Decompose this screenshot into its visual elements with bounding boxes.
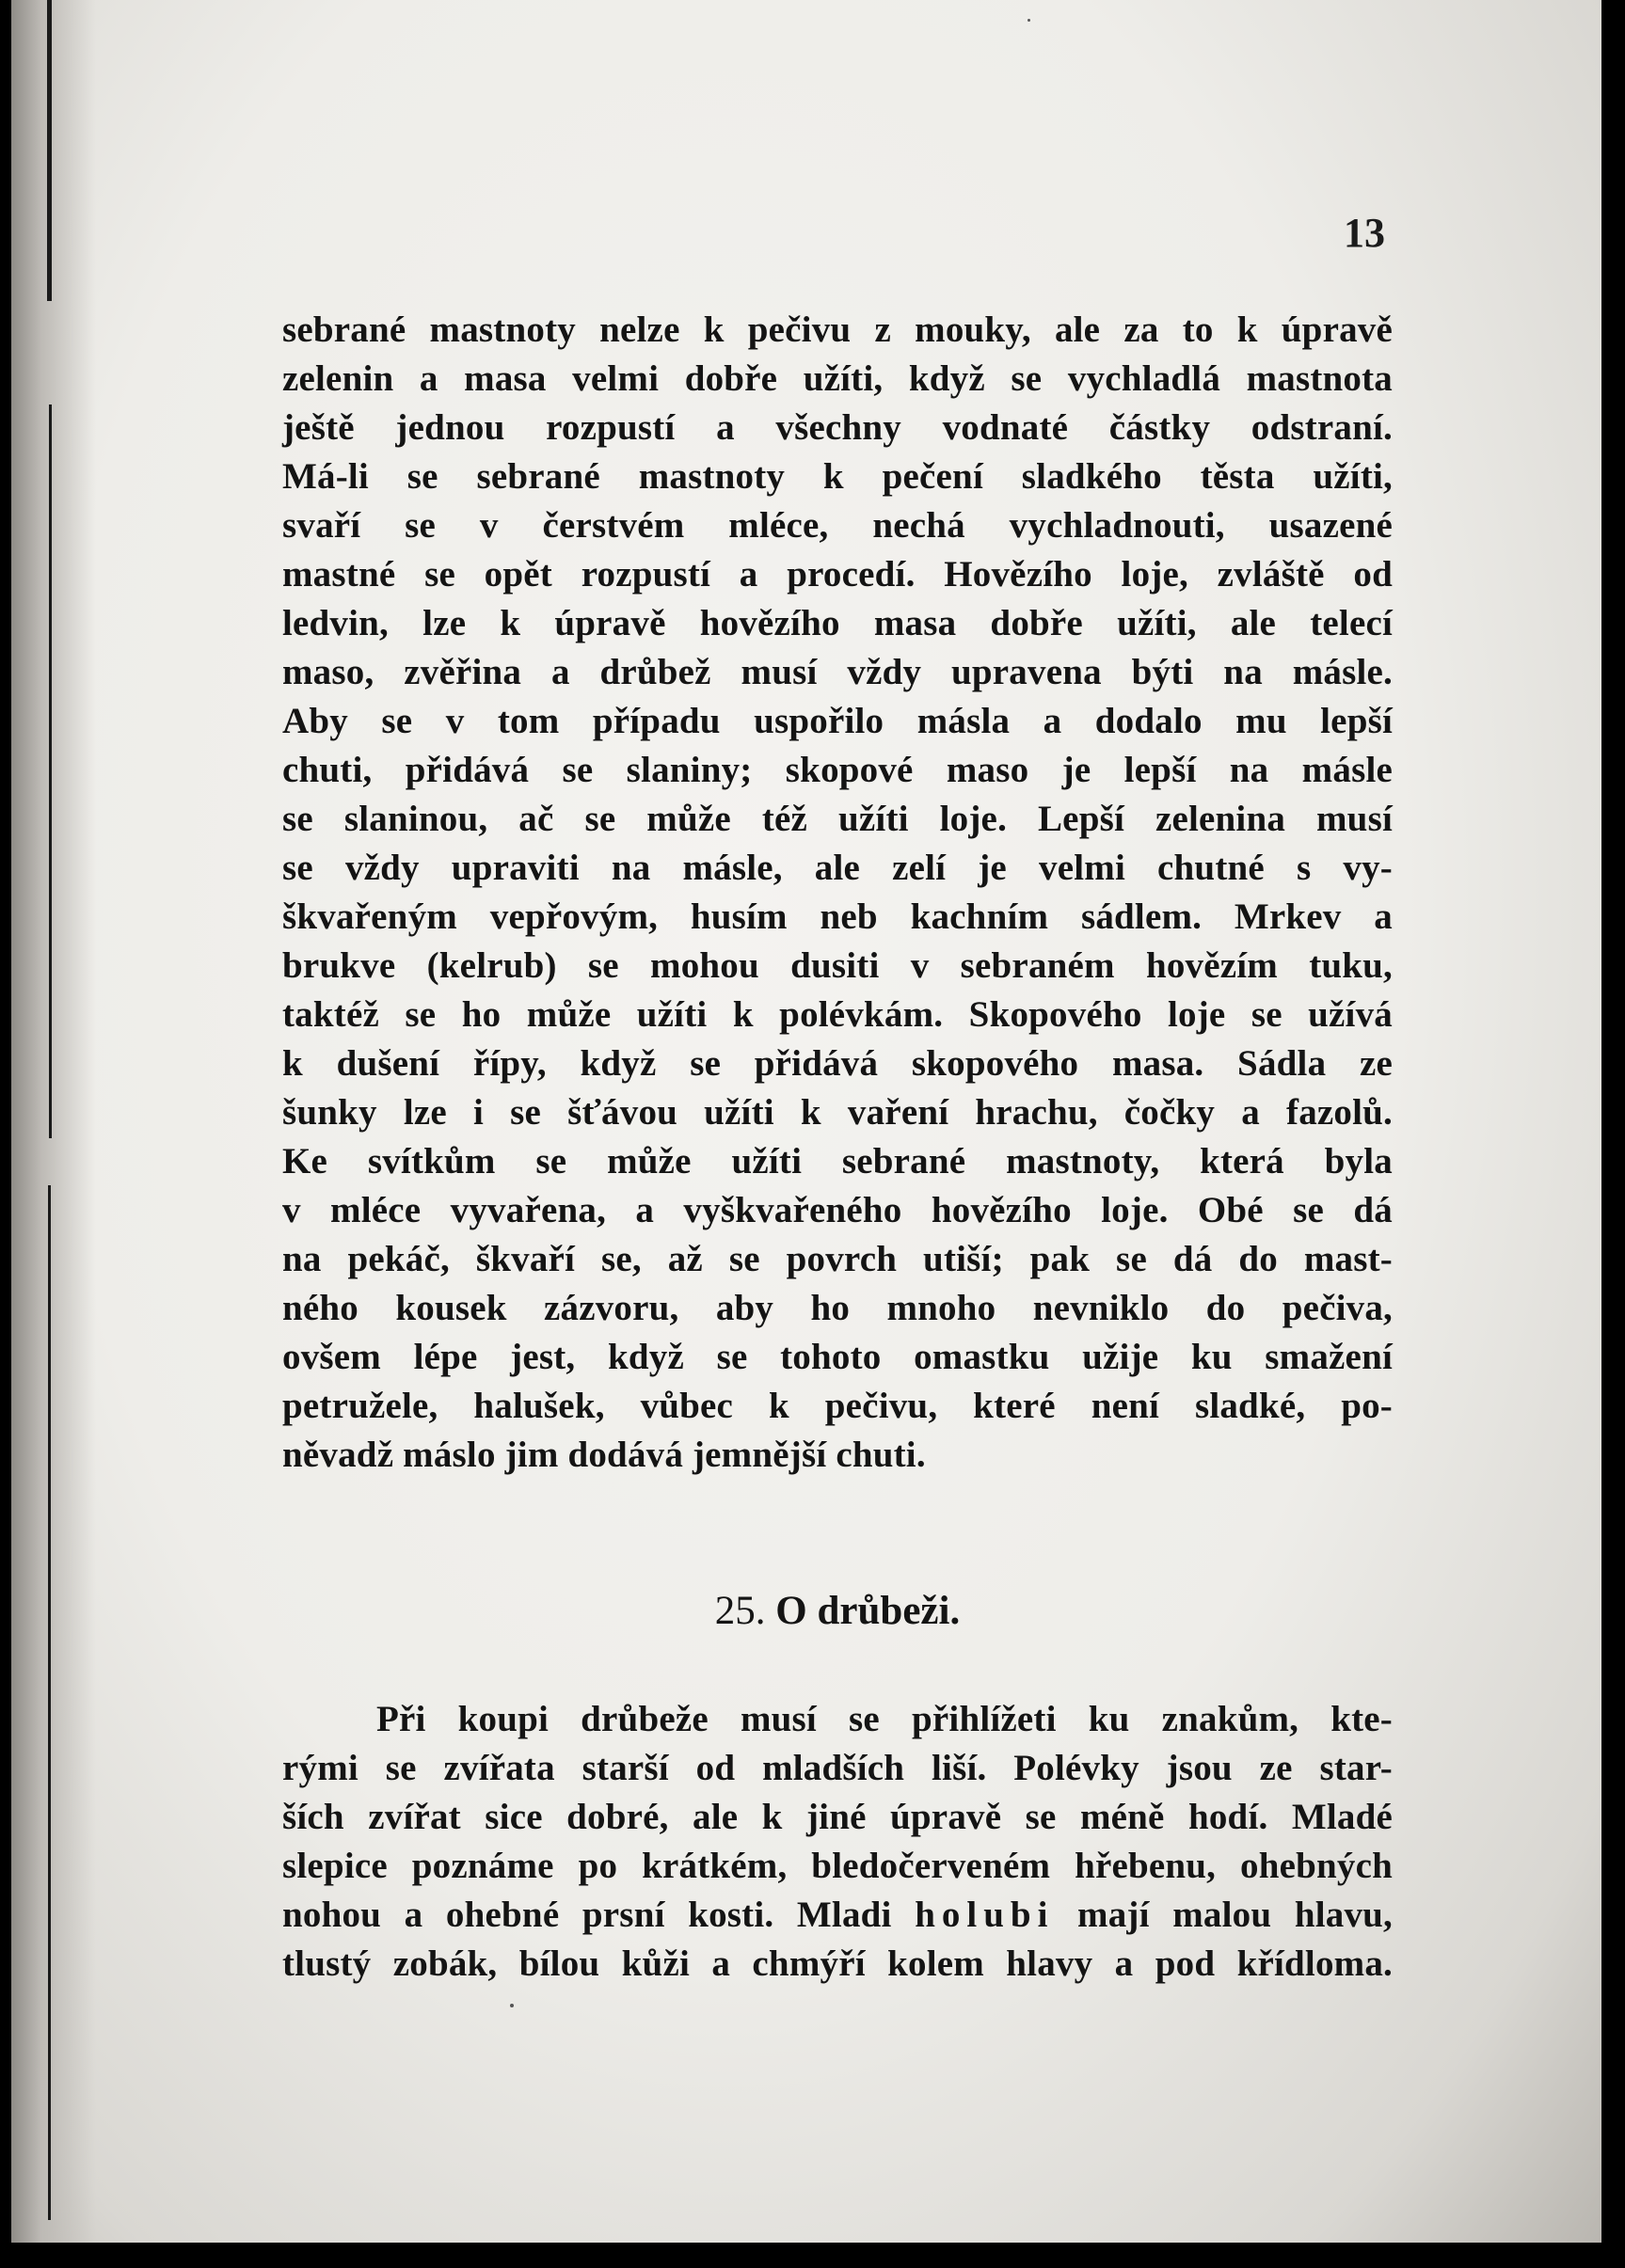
text-line: ještě jednou rozpustí a všechny vodnaté částky odstraní.: [282, 407, 1393, 448]
text-line: tlustý zobák, bílou kůži a chmýří kolem hlavy a pod křídloma.: [282, 1943, 1393, 1984]
page-number: 13: [1344, 210, 1385, 256]
text-line: petruželе, halušek, vůbec k pečivu, které není sladké, po-: [282, 1386, 1393, 1426]
paragraph-1: [282, 306, 1393, 1480]
page-gutter-shadow: [11, 0, 96, 2243]
text-line: Má-li se sebrané mastnoty k pečení sladkého těsta užíti,: [282, 456, 1393, 497]
text-line: Při koupi drůbeže musí se přihlížeti ku znakům, kte-: [376, 1699, 1393, 1739]
text-line: něvadž máslo jim dodává jemnější chuti.: [282, 1435, 926, 1475]
scan-speck: [510, 2004, 514, 2007]
scan-speck: [1028, 19, 1030, 22]
text-line: zelenin a masa velmi dobře užíti, když se vychladlá mastnota: [282, 358, 1393, 399]
text-line: ších zvířat sice dobré, ale k jiné úpravě se méně hodí. Mladé: [282, 1797, 1393, 1837]
text-fragment: mají malou hlavu,: [1077, 1895, 1393, 1935]
text-line: se vždy upraviti na másle, ale zelí je velmi chutné s vy-: [282, 848, 1393, 888]
text-line: na pekáč, škvaří se, až se povrch utiší; pak se dá do mast-: [282, 1239, 1393, 1279]
text-line: rými se zvířata starší od mladších liší. Polévky jsou ze star-: [282, 1748, 1393, 1788]
text-line: škvařeným vepřovým, husím neb kachním sádlem. Mrkev a: [282, 896, 1393, 937]
text-line: k dušení řípy, když se přidává skopového masa. Sádla ze: [282, 1043, 1393, 1084]
text-line: [282, 1891, 1393, 1940]
section-heading: [282, 1583, 1393, 1640]
book-page: [11, 0, 1601, 2243]
text-line: chuti, přidává se slaniny; skopové maso je lepší na másle: [282, 750, 1393, 790]
text-line: se slaninou, ač se může též užíti loje. Lepší zelenina musí: [282, 799, 1393, 839]
text-line: v mléce vyvařena, a vyškvařeného hovězího loje. Obé se dá: [282, 1190, 1393, 1230]
paragraph-2: [282, 1695, 1393, 1989]
spaced-emphasis: holubi: [915, 1895, 1055, 1935]
text-line: ného kousek zázvoru, aby ho mnoho nevniklo do pečiva,: [282, 1288, 1393, 1328]
text-line: šunky lze i se šťávou užíti k vaření hrachu, čočky a fazolů.: [282, 1092, 1393, 1133]
text-line: taktéž se ho může užíti k polévkám. Skopového loje se užívá: [282, 994, 1393, 1035]
text-line: brukve (kelrub) se mohou dusiti v sebraném hovězím tuku,: [282, 945, 1393, 986]
text-fragment: nohou a ohebné prsní kosti. Mladi: [282, 1895, 892, 1935]
text-line: Ke svítkům se může užíti sebrané mastnoty, která byla: [282, 1141, 1393, 1182]
text-line: Aby se v tom případu uspořilo másla a dodalo mu lepší: [282, 701, 1393, 741]
text-line: mastné se opět rozpustí a procedí. Hovězího loje, zvláště od: [282, 554, 1393, 595]
binding-edge: [49, 404, 52, 1138]
text-line: svaří se v čerstvém mléce, nechá vychladnouti, usazené: [282, 505, 1393, 546]
text-line: ledvin, lze k úpravě hovězího masa dobře užíti, ale telecí: [282, 603, 1393, 643]
binding-edge: [47, 0, 52, 301]
text-line: slepice poznáme po krátkém, bledočerveném hřebenu, ohebných: [282, 1846, 1393, 1886]
section-number: 25.: [714, 1589, 766, 1633]
binding-edge: [48, 1185, 51, 2220]
body-text: [282, 306, 1393, 1984]
text-line: maso, zvěřina a drůbež musí vždy upravena býti na másle.: [282, 652, 1393, 692]
section-title: O drůbeži.: [775, 1589, 961, 1633]
text-line: ovšem lépe jest, když se tohoto omastku užije ku smažení: [282, 1337, 1393, 1377]
text-line: sebrané mastnoty nelze k pečivu z mouky, ale za to k úpravě: [282, 309, 1393, 350]
